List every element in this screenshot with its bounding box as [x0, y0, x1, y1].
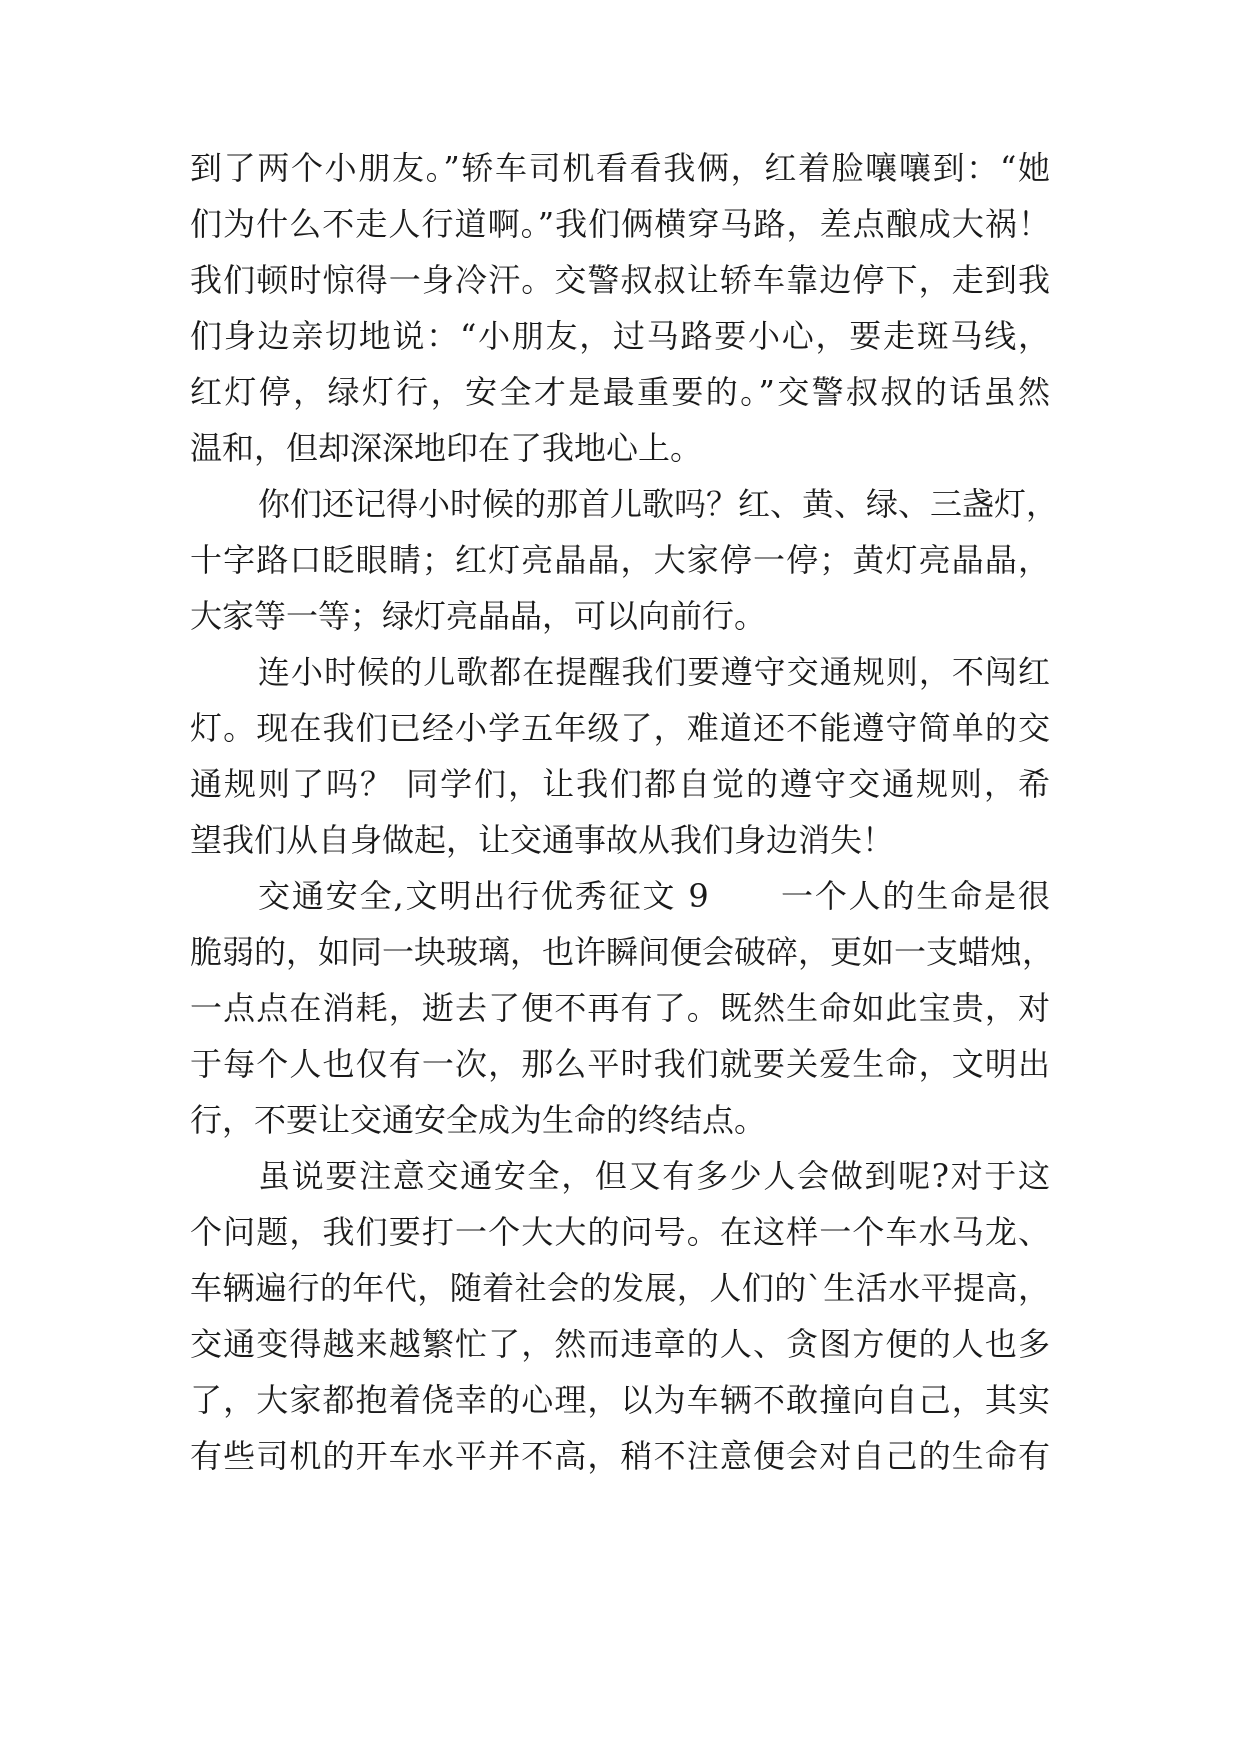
text-line: 一点点在消耗，逝去了便不再有了。既然生命如此宝贵，对	[190, 989, 1050, 1027]
text-line: 温和，但却深深地印在了我地心上。	[190, 429, 703, 467]
text-line: 通规则了吗？ 同学们，让我们都自觉的遵守交通规则，希	[190, 765, 1050, 803]
paragraph-first-line: 交通安全,文明出行优秀征文 9 一个人的生命是很	[258, 877, 1050, 915]
text-line: 行，不要让交通安全成为生命的终结点。	[190, 1101, 767, 1139]
text-line: 有些司机的开车水平并不高，稍不注意便会对自己的生命有	[190, 1437, 1050, 1475]
text-line: 红灯停，绿灯行，安全才是最重要的。”交警叔叔的话虽然	[190, 373, 1050, 411]
text-line: 交通变得越来越繁忙了，然而违章的人、贪图方便的人也多	[190, 1325, 1050, 1363]
text-line: 了，大家都抱着侥幸的心理，以为车辆不敢撞向自己，其实	[190, 1381, 1050, 1419]
text-line: 们为什么不走人行道啊。”我们俩横穿马路，差点酿成大祸！	[190, 205, 1050, 243]
text-line: 灯。现在我们已经小学五年级了，难道还不能遵守简单的交	[190, 709, 1050, 747]
text-line: 于每个人也仅有一次，那么平时我们就要关爱生命，文明出	[190, 1045, 1050, 1083]
paragraph-first-line: 你们还记得小时候的那首儿歌吗？红、黄、绿、三盏灯，	[258, 485, 1059, 523]
text-line: 车辆遍行的年代，随着社会的发展，人们的`生活水平提高，	[190, 1269, 1050, 1307]
text-line: 们身边亲切地说：“小朋友，过马路要小心，要走斑马线，	[190, 317, 1050, 355]
text-line: 十字路口眨眼睛；红灯亮晶晶，大家停一停；黄灯亮晶晶，	[190, 541, 1050, 579]
text-line: 大家等一等；绿灯亮晶晶，可以向前行。	[190, 597, 767, 635]
text-line: 望我们从自身做起，让交通事故从我们身边消失！	[190, 821, 895, 859]
paragraph-first-line: 虽说要注意交通安全，但又有多少人会做到呢?对于这	[258, 1157, 1050, 1195]
text-line: 到了两个小朋友。”轿车司机看看我俩，红着脸嚷嚷到：“她	[190, 149, 1050, 187]
text-line: 我们顿时惊得一身冷汗。交警叔叔让轿车靠边停下，走到我	[190, 261, 1050, 299]
text-line: 脆弱的，如同一块玻璃，也许瞬间便会破碎，更如一支蜡烛，	[190, 933, 1055, 971]
text-line: 个问题，我们要打一个大大的问号。在这样一个车水马龙、	[190, 1213, 1050, 1251]
paragraph-first-line: 连小时候的儿歌都在提醒我们要遵守交通规则，不闯红	[258, 653, 1050, 691]
